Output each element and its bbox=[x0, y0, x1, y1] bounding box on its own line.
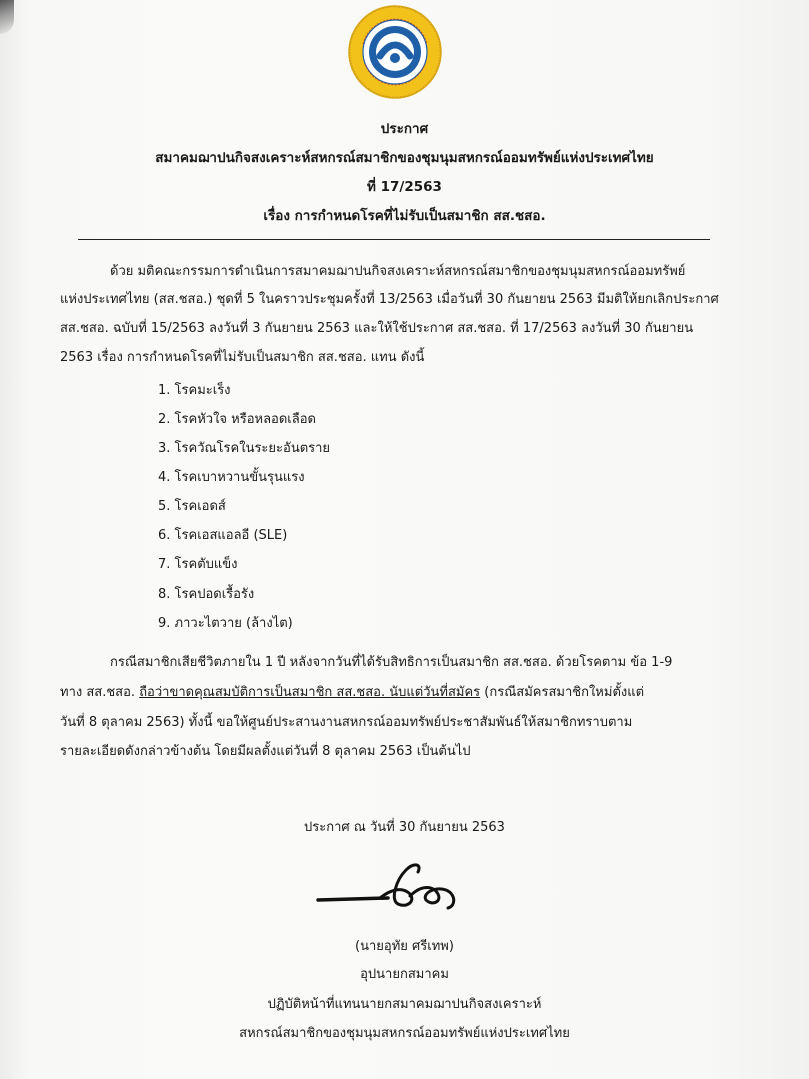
signatory-organization: สหกรณ์สมาชิกของชุมนุมสหกรณ์ออมทรัพย์แห่งประเทศไทย bbox=[239, 1026, 570, 1041]
handwritten-signature bbox=[310, 850, 480, 920]
list-item: 6. โรคเอสแอลอี (SLE) bbox=[158, 528, 288, 543]
closing-line: กรณีสมาชิกเสียชีวิตภายใน 1 ปี หลังจากวันที่ได้รับสิทธิการเป็นสมาชิก สส.ชสอ. ด้วยโรคตาม ข้อ 1-9 bbox=[110, 655, 673, 670]
underlined-clause: ถือว่าขาดคุณสมบัติการเป็นสมาชิก สส.ชสอ. นับแต่วันที่สมัคร bbox=[139, 685, 481, 700]
list-item: 8. โรคปอดเรื้อรัง bbox=[158, 587, 255, 602]
list-item: 9. ภาวะไตวาย (ล้างไต) bbox=[158, 616, 293, 631]
intro-line: สส.ชสอ. ฉบับที่ 15/2563 ลงวันที่ 3 กันยายน 2563 และให้ใช้ประกาศ สส.ชสอ. ที่ 17/2563 ลงวันที่ 30 กันยายน bbox=[60, 321, 694, 336]
list-item: 7. โรคตับแข็ง bbox=[158, 557, 238, 572]
closing-line: รายละเอียดดังกล่าวข้างต้น โดยมีผลตั้งแต่วันที่ 8 ตุลาคม 2563 เป็นต้นไป bbox=[60, 744, 471, 759]
closing-text: ทาง สส.ชสอ. bbox=[60, 685, 140, 700]
announcement-subject: เรื่อง การกำหนดโรคที่ไม่รับเป็นสมาชิก สส.ชสอ. bbox=[263, 208, 546, 224]
organization-name: สมาคมฌาปนกิจสงเคราะห์สหกรณ์สมาชิกของชุมนุมสหกรณ์ออมทรัพย์แห่งประเทศไทย bbox=[155, 150, 654, 166]
association-seal-icon bbox=[347, 4, 443, 100]
announcement-title: ประกาศ bbox=[380, 121, 429, 137]
list-item: 2. โรคหัวใจ หรือหลอดเลือด bbox=[158, 412, 316, 427]
intro-line: ด้วย มติคณะกรรมการดำเนินการสมาคมฌาปนกิจสงเคราะห์สหกรณ์สมาชิกของชุมนุมสหกรณ์ออมทรัพย์ bbox=[110, 264, 686, 279]
list-item: 4. โรคเบาหวานขั้นรุนแรง bbox=[158, 470, 305, 485]
intro-line: แห่งประเทศไทย (สส.ชสอ.) ชุดที่ 5 ในคราวประชุมครั้งที่ 13/2563 เมื่อวันที่ 30 กันยายน 2563 มีมติให้ยกเลิกประกาศ bbox=[60, 292, 719, 307]
list-item: 5. โรคเอดส์ bbox=[158, 499, 226, 514]
closing-line: วันที่ 8 ตุลาคม 2563) ทั้งนี้ ขอให้ศูนย์ประสานงานสหกรณ์ออมทรัพย์ประชาสัมพันธ์ให้สมาชิกทราบตาม bbox=[60, 715, 633, 730]
announcement-date: ประกาศ ณ วันที่ 30 กันยายน 2563 bbox=[304, 820, 505, 835]
intro-line: 2563 เรื่อง การกำหนดโรคที่ไม่รับเป็นสมาชิก สส.ชสอ. แทน ดังนี้ bbox=[60, 350, 425, 365]
signatory-name: (นายอุทัย ศรีเทพ) bbox=[355, 939, 454, 954]
header-divider bbox=[78, 239, 710, 240]
page-corner-shadow bbox=[0, 0, 14, 34]
announcement-number: ที่ 17/2563 bbox=[367, 179, 442, 195]
closing-text: (กรณีสมัครสมาชิกใหม่ตั้งแต่ bbox=[480, 685, 645, 700]
closing-line bbox=[60, 686, 644, 699]
signatory-acting-role: ปฏิบัติหน้าที่แทนนายกสมาคมฌาปนกิจสงเคราะห์ bbox=[267, 997, 542, 1012]
signatory-position: อุปนายกสมาคม bbox=[360, 967, 449, 982]
list-item: 3. โรควัณโรคในระยะอันตราย bbox=[158, 441, 331, 456]
list-item: 1. โรคมะเร็ง bbox=[158, 383, 231, 398]
